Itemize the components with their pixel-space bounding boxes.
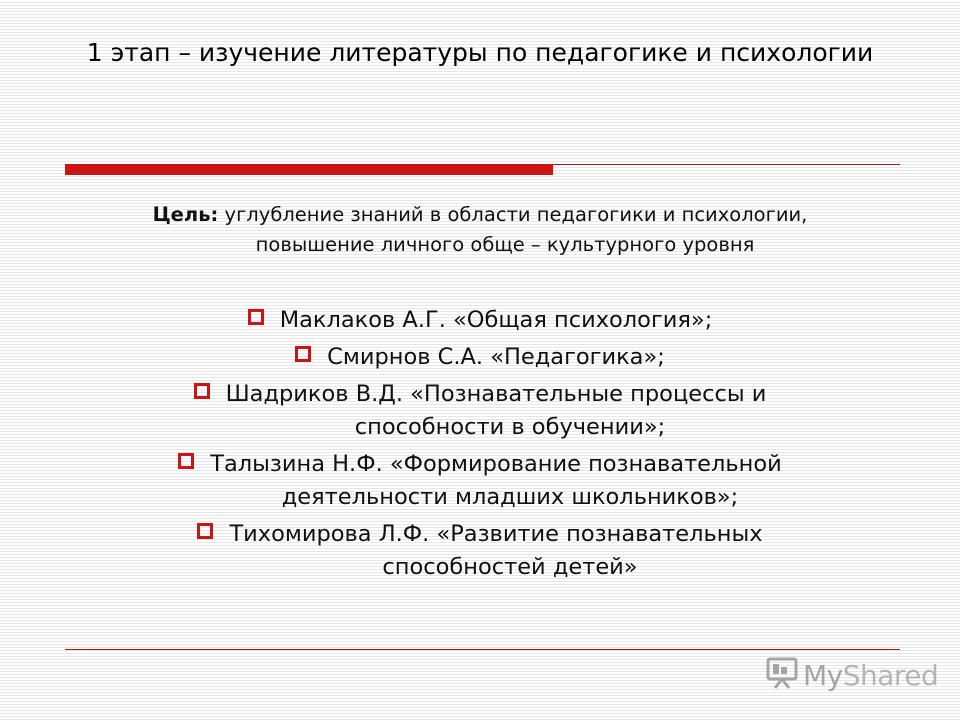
title-underline-thin — [553, 164, 900, 165]
book-title-line2: деятельности младших школьников»; — [281, 484, 739, 510]
book-title-line1: Тихомирова Л.Ф. «Развитие познавательных — [229, 521, 763, 547]
list-item — [60, 448, 900, 514]
list-item — [60, 304, 900, 337]
book-title-line2: способностей детей» — [382, 554, 638, 580]
title-underline-thick — [65, 164, 553, 175]
literature-list — [60, 304, 900, 588]
list-item — [60, 341, 900, 374]
presentation-screen-icon — [765, 656, 799, 694]
goal-label: Цель: — [152, 203, 219, 226]
goal-paragraph — [80, 200, 880, 260]
hollow-square-bullet-icon — [248, 309, 264, 325]
hollow-square-bullet-icon — [197, 523, 213, 539]
book-title-line1: Маклаков А.Г. «Общая психология»; — [279, 307, 713, 333]
logo-text-prefix: My — [803, 658, 843, 692]
goal-text-line1: углубление знаний в области педагогики и психологии, — [218, 203, 808, 226]
hollow-square-bullet-icon — [194, 383, 210, 399]
hollow-square-bullet-icon — [178, 453, 194, 469]
book-title-line1: Талызина Н.Ф. «Формирование познавательной — [210, 451, 782, 477]
book-title-line1: Смирнов С.А. «Педагогика»; — [327, 344, 665, 370]
hollow-square-bullet-icon — [295, 346, 311, 362]
myshared-logo — [765, 655, 938, 695]
footer-rule — [65, 649, 900, 650]
goal-text-line2: повышение личного обще – культурного уровня — [255, 233, 755, 256]
list-item — [60, 378, 900, 444]
logo-text-suffix: Shared — [842, 658, 939, 692]
book-title-line1: Шадриков В.Д. «Познавательные процессы и — [225, 381, 767, 407]
logo-text — [803, 659, 938, 692]
list-item — [60, 518, 900, 584]
slide-title: 1 этап – изучение литературы по педагогике и психологии — [86, 38, 874, 67]
book-title-line2: способности в обучении»; — [354, 414, 666, 440]
